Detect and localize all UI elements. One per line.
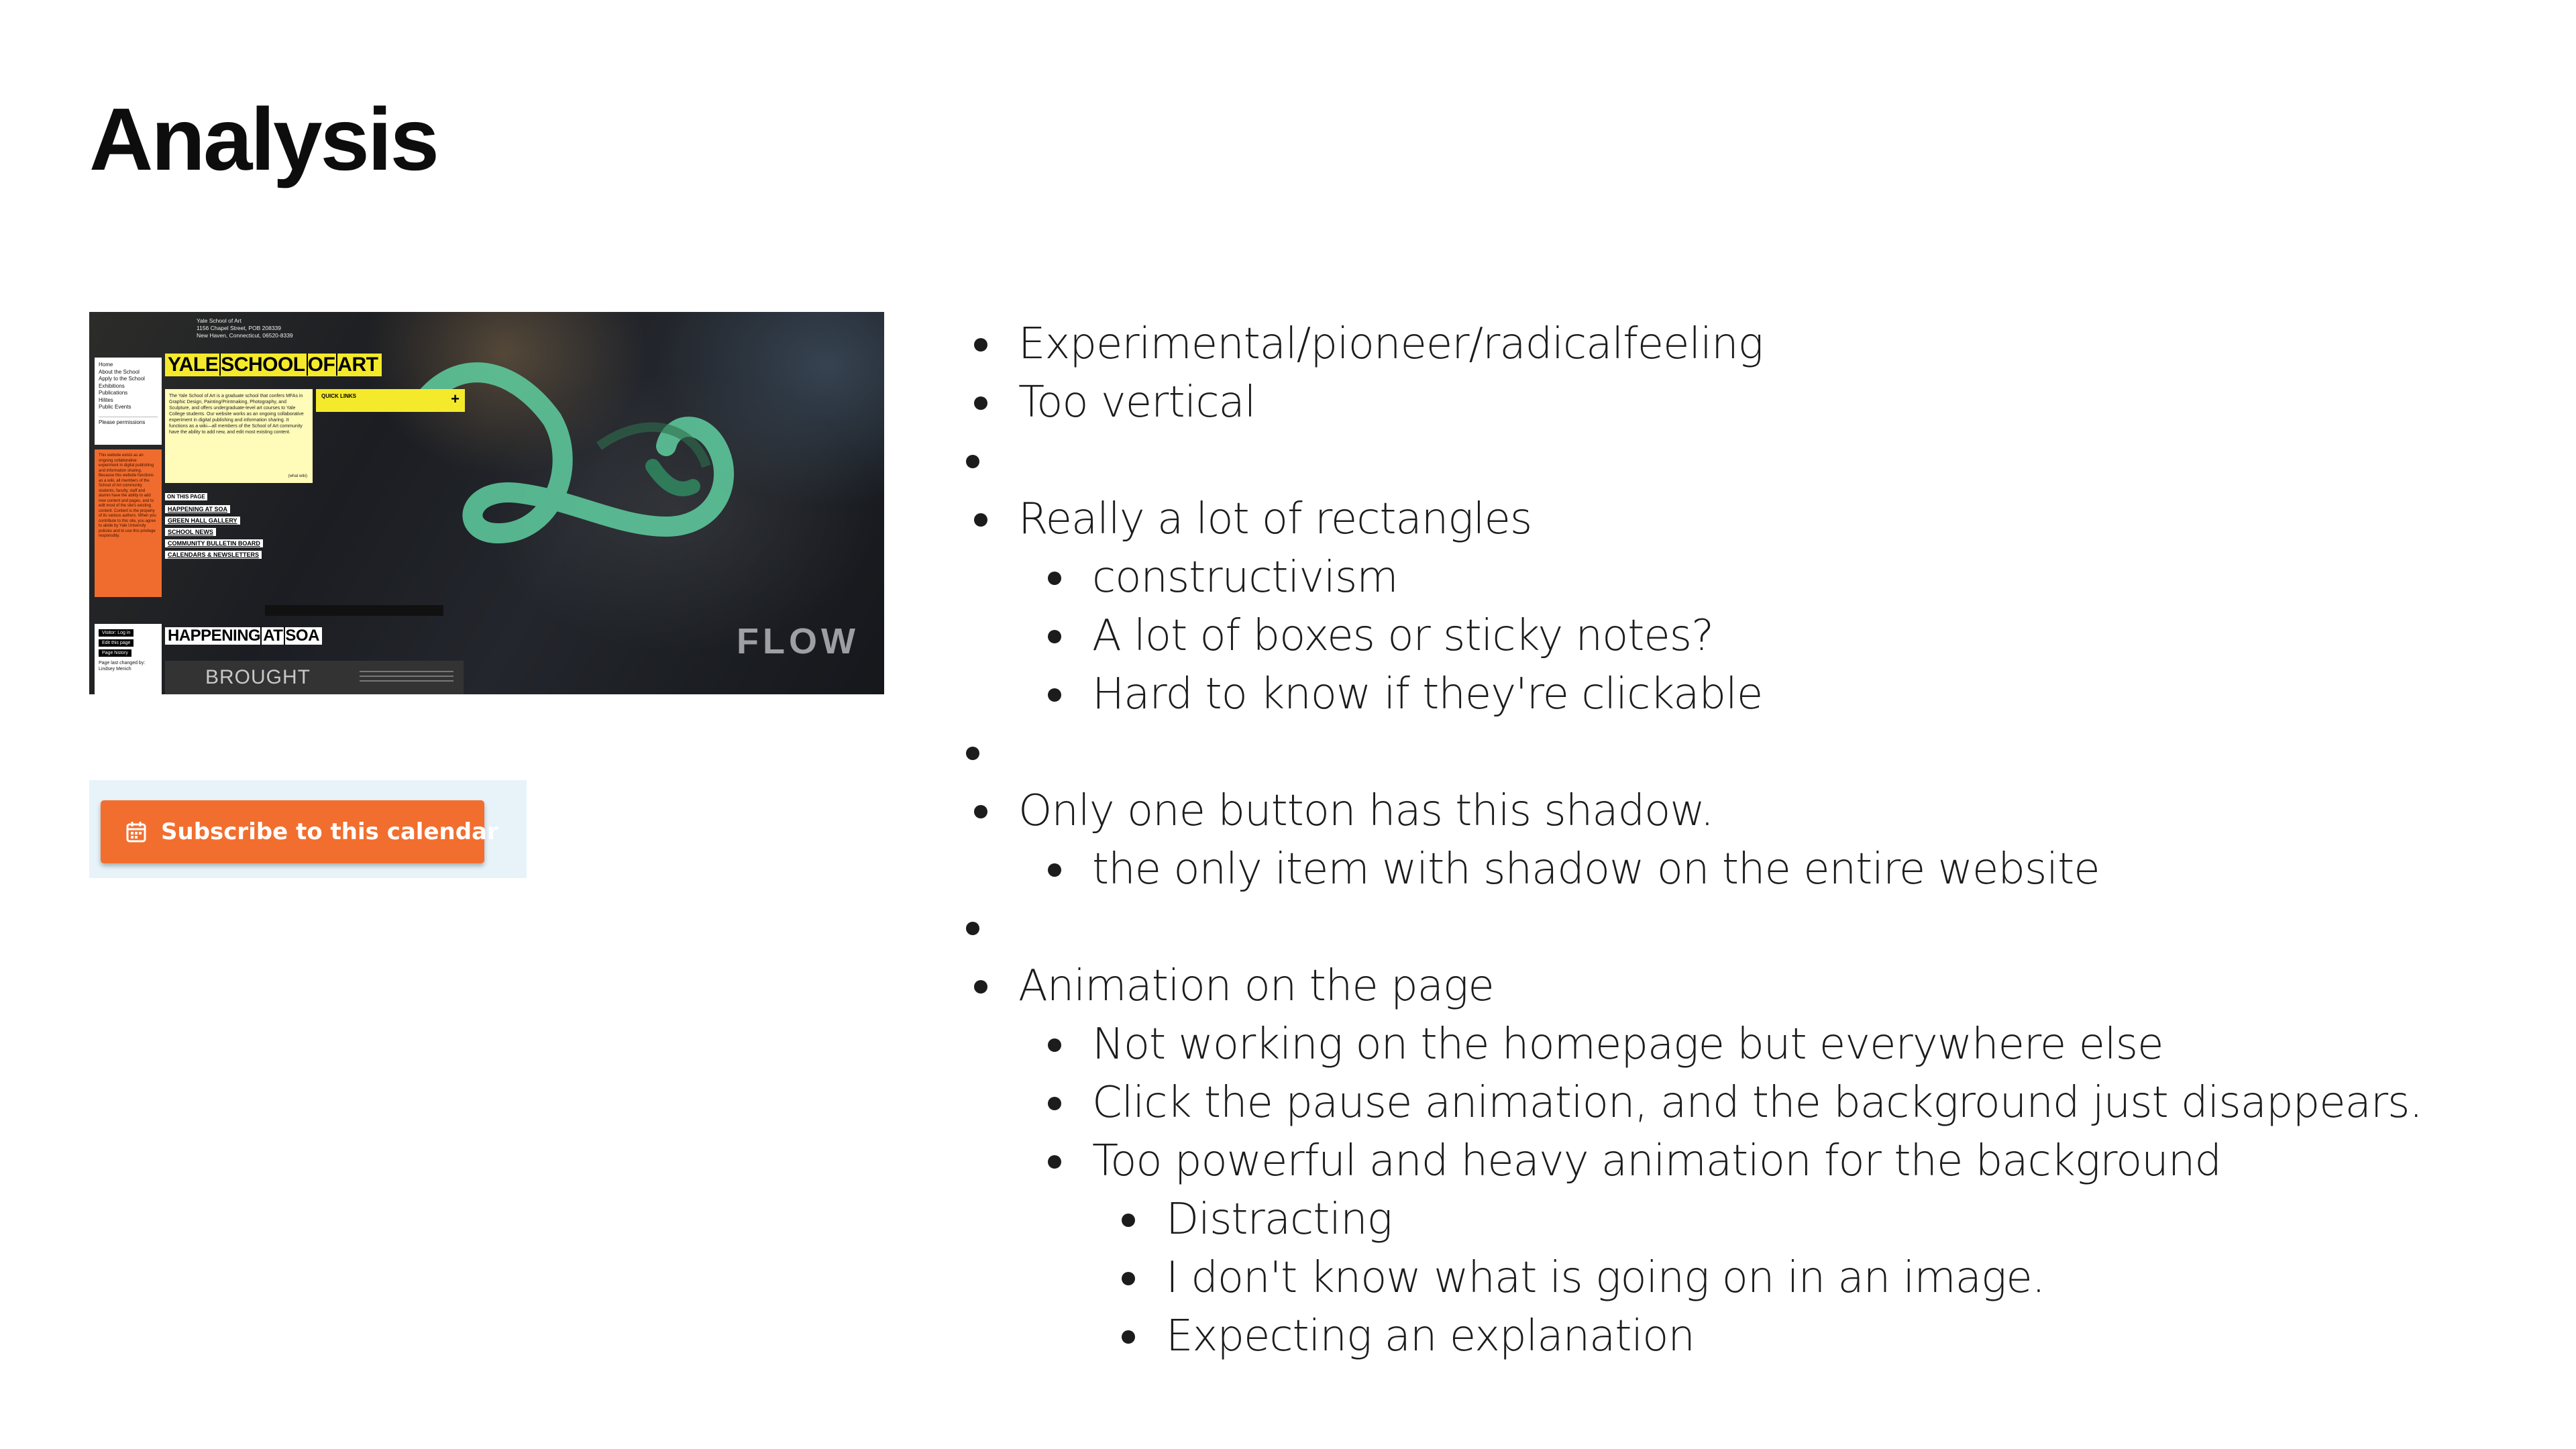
bullet-level-3: Expecting an explanation [966,1307,2549,1366]
bullet-level-2: Hard to know if they're clickable [966,665,2549,724]
page-link[interactable]: SCHOOL NEWS [165,528,216,536]
nav-item[interactable]: Public Events [99,404,131,410]
bullet-level-3: Distracting [966,1191,2549,1249]
bullet-level-1: Experimental/pioneer/radicalfeeling [966,315,2549,374]
quick-links[interactable]: QUICK LINKS + [316,389,465,412]
nav-item[interactable]: Home [99,362,113,368]
bullet-level-3: I don't know what is going on in an image. [966,1249,2549,1307]
plus-icon[interactable]: + [451,390,460,407]
intro-more-link[interactable]: (what wiki) [288,474,307,478]
event-title: BROUGHT [205,666,311,688]
happening-heading: HAPPENING AT SOA [165,627,322,645]
page-history-button[interactable]: Page history [99,649,131,657]
school-address: Yale School of Art 1156 Chapel Street, POB 208339 New Haven, Connecticut, 06520-8339 [197,317,293,339]
edit-page-button[interactable]: Edit this page [99,639,133,647]
list-spacer [966,899,2549,957]
permission-link[interactable]: Please permissions [99,417,158,427]
page-link[interactable]: GREEN HALL GALLERY [165,517,240,525]
bullet-level-1: Only one button has this shadow. [966,782,2549,841]
bullet-level-2: constructivism [966,549,2549,607]
notes-list [966,315,2549,1366]
nav-item[interactable]: Exhibitions [99,382,125,389]
site-nav [95,358,162,445]
list-spacer [966,432,2549,490]
subscribe-label: Subscribe to this calendar [161,818,498,845]
bullet-level-2: A lot of boxes or sticky notes? [966,607,2549,665]
nav-item[interactable]: Publications [99,390,128,396]
website-screenshot [89,312,884,694]
bullet-level-2: Not working on the homepage but everywhere else [966,1016,2549,1074]
wiki-notice: This website exists as an ongoing collaborative experiment in digital publishing and information sharing. Because this website functions as a wiki, all members of the School of Art community students, faculty, staff and alumni have the ability to add new content and pages, and to edit most of the site's existing content. Content is the property of its various authors. When you contribute to this site, you agree to abide by Yale University policies and to use this privilege responsibly. [95,449,162,597]
login-button[interactable]: Visitor: Log in [99,629,133,637]
subscribe-panel [89,780,527,878]
page-link[interactable]: CALENDARS & NEWSLETTERS [165,551,262,559]
bullet-level-1: Too vertical [966,374,2549,432]
list-spacer [966,724,2549,782]
event-fine-print [360,667,453,685]
nav-item[interactable]: Hilites [99,396,113,403]
bullet-level-2: Too powerful and heavy animation for the background [966,1132,2549,1191]
calendar-icon [126,821,146,843]
page-link[interactable]: HAPPENING AT SOA [165,505,230,513]
nav-item[interactable]: Apply to the School [99,376,145,382]
site-logo[interactable]: YALE SCHOOL OF ART [165,354,382,376]
on-this-page [165,490,263,559]
bullet-level-1: Really a lot of rectangles [966,490,2549,549]
bullet-level-1: Animation on the page [966,957,2549,1016]
analysis-notes [966,315,2549,1366]
last-changed-text: Page last changed by: Lindsey Menich [99,661,146,672]
bullet-level-2: Click the pause animation, and the background just disappears. [966,1074,2549,1132]
subscribe-calendar-button[interactable] [101,800,498,863]
black-bar [265,605,443,616]
intro-note: The Yale School of Art is a graduate school that confers MFAs in Graphic Design, Painting/Printmaking, Photography, and Sculpture, and offers undergraduate-level art courses to Yale College students. Our website works as an ongoing collaborative experiment in digital publishing and information sharing. It functions as a wiki—all members of the School of Art community have the ability to add new, and edit most existing content. (what wiki) [165,389,313,483]
event-card[interactable] [165,661,464,694]
slide-title: Analysis [89,90,437,189]
bullet-level-2: the only item with shadow on the entire website [966,841,2549,899]
on-this-page-heading: ON THIS PAGE [165,493,207,500]
flow-text: FLOW [737,621,859,661]
page-tools [95,624,162,694]
nav-item[interactable]: About the School [99,368,140,375]
page-link[interactable]: COMMUNITY BULLETIN BOARD [165,539,263,547]
